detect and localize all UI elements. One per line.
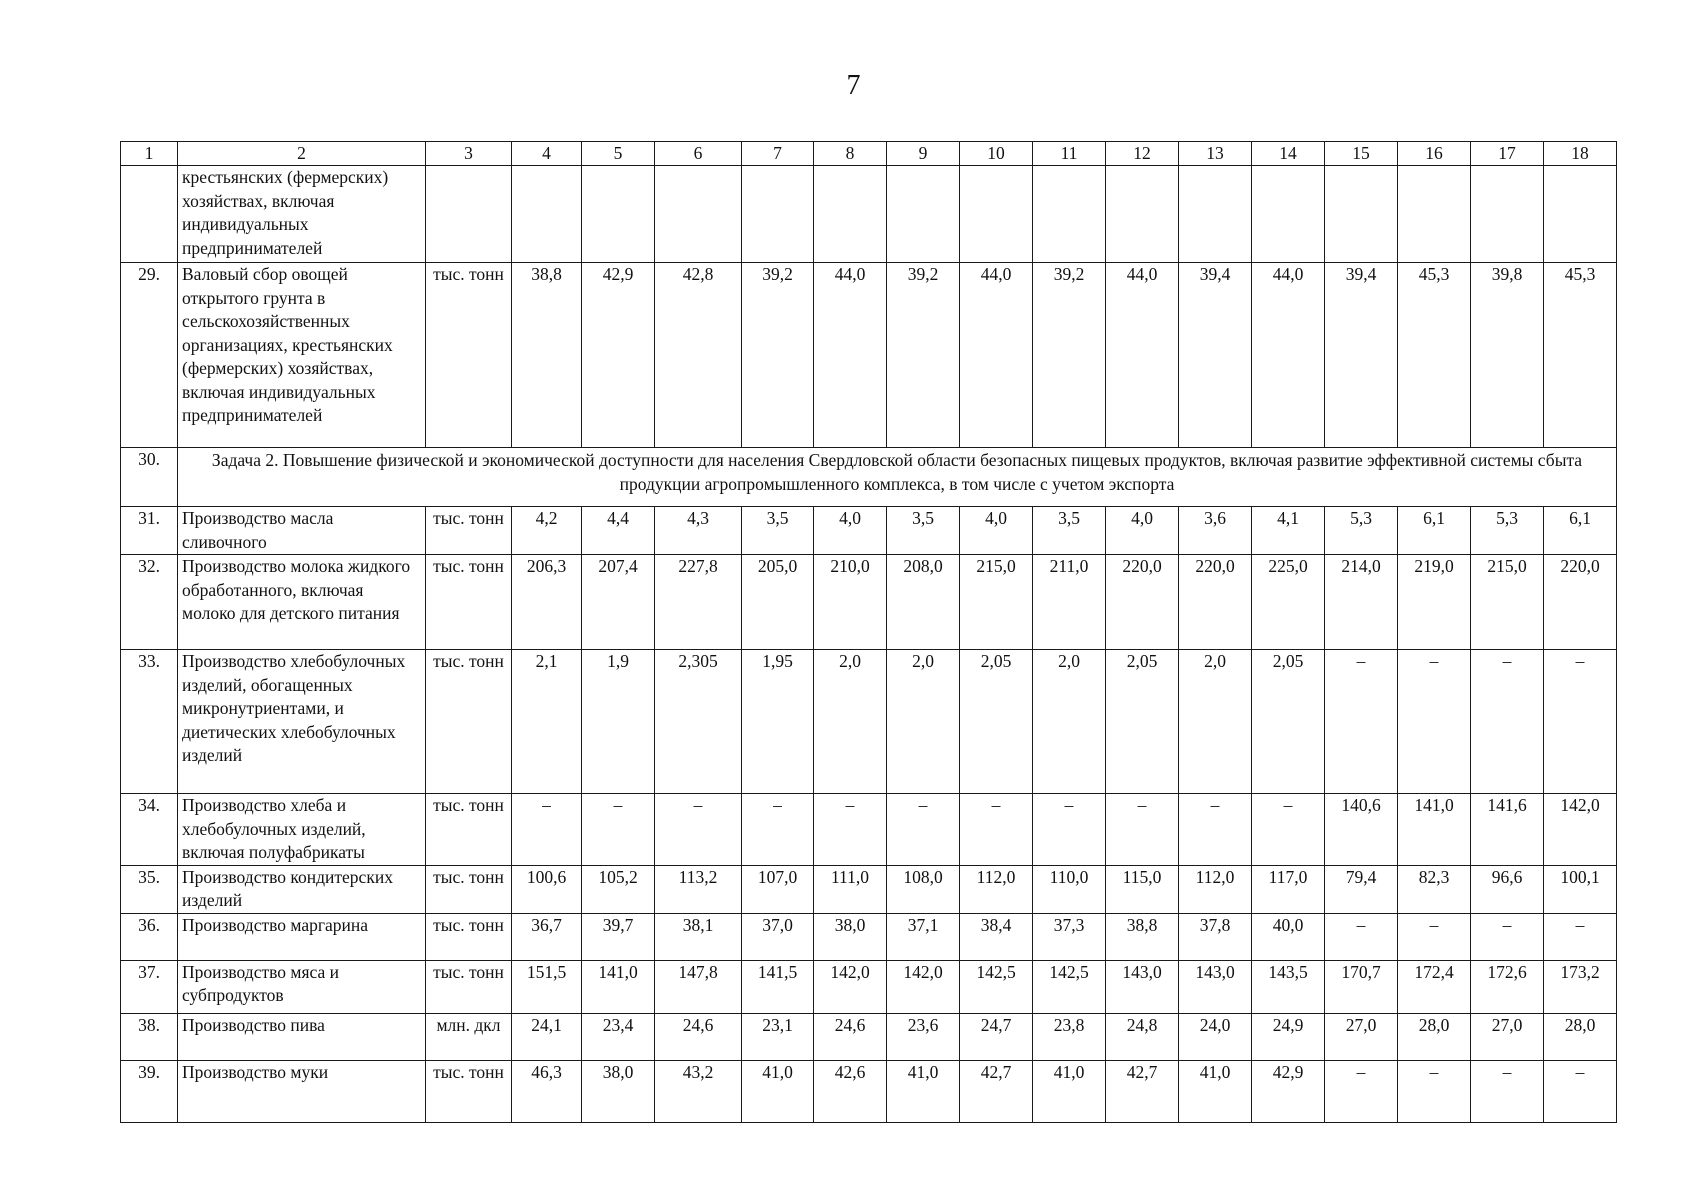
value-cell: 42,9 [1252,1060,1325,1122]
value-cell: 40,0 [1252,913,1325,960]
value-cell [1325,166,1398,263]
value-cell: 38,0 [814,913,887,960]
value-cell: – [1471,913,1544,960]
value-cell: 27,0 [1471,1013,1544,1060]
value-cell: 205,0 [742,555,814,650]
value-cell [1252,166,1325,263]
value-cell: 96,6 [1471,865,1544,913]
value-cell: 4,0 [814,507,887,555]
column-number-header: 2 [178,142,426,166]
value-cell: – [1398,913,1471,960]
value-cell: 113,2 [655,865,742,913]
value-cell: 141,0 [582,960,655,1013]
value-cell [814,166,887,263]
unit-cell: тыс. тонн [426,865,512,913]
value-cell: 227,8 [655,555,742,650]
value-cell: 43,2 [655,1060,742,1122]
value-cell: 111,0 [814,865,887,913]
value-cell: 220,0 [1106,555,1179,650]
value-cell: 36,7 [512,913,582,960]
value-cell: 112,0 [960,865,1033,913]
value-cell: 206,3 [512,555,582,650]
value-cell: 112,0 [1179,865,1252,913]
value-cell: 39,2 [1033,263,1106,448]
unit-cell: тыс. тонн [426,794,512,866]
value-cell: 23,4 [582,1013,655,1060]
value-cell: – [1033,794,1106,866]
value-cell: 2,05 [1106,650,1179,794]
value-cell: 41,0 [887,1060,960,1122]
value-cell: – [1398,1060,1471,1122]
column-number-header: 17 [1471,142,1544,166]
table-row [121,960,1617,1013]
value-cell: 2,0 [814,650,887,794]
unit-cell: млн. дкл [426,1013,512,1060]
value-cell: 5,3 [1471,507,1544,555]
value-cell: – [1544,1060,1617,1122]
value-cell: – [655,794,742,866]
value-cell: 45,3 [1544,263,1617,448]
indicator-name: Производство маргарина [178,913,426,960]
value-cell: 115,0 [1106,865,1179,913]
value-cell: 23,1 [742,1013,814,1060]
value-cell: 23,8 [1033,1013,1106,1060]
column-number-header: 8 [814,142,887,166]
value-cell: 24,0 [1179,1013,1252,1060]
value-cell: 100,6 [512,865,582,913]
value-cell: 2,05 [1252,650,1325,794]
value-cell: – [1106,794,1179,866]
row-number [121,166,178,263]
indicator-name: Производство пива [178,1013,426,1060]
unit-cell: тыс. тонн [426,507,512,555]
value-cell: 100,1 [1544,865,1617,913]
column-number-header: 13 [1179,142,1252,166]
column-number-header: 11 [1033,142,1106,166]
column-number-header: 16 [1398,142,1471,166]
value-cell [742,166,814,263]
value-cell: 44,0 [1252,263,1325,448]
value-cell: 24,1 [512,1013,582,1060]
value-cell: 45,3 [1398,263,1471,448]
column-number-header: 6 [655,142,742,166]
value-cell: 173,2 [1544,960,1617,1013]
value-cell [1033,166,1106,263]
value-cell [1544,166,1617,263]
value-cell: 4,3 [655,507,742,555]
value-cell: 42,7 [1106,1060,1179,1122]
value-cell: 23,6 [887,1013,960,1060]
value-cell: 37,0 [742,913,814,960]
indicator-name: крестьянских (фермерских) хозяйствах, включая индивидуальных предпринимателей [178,166,426,263]
value-cell: 6,1 [1398,507,1471,555]
row-number: 38. [121,1013,178,1060]
value-cell: 2,305 [655,650,742,794]
value-cell: 142,0 [814,960,887,1013]
table-row [121,555,1617,650]
value-cell: 215,0 [960,555,1033,650]
value-cell: 37,3 [1033,913,1106,960]
value-cell: 82,3 [1398,865,1471,913]
indicator-name: Производство хлебобулочных изделий, обогащенных микронутриентами, и диетических хлебобулочных изделий [178,650,426,794]
value-cell [887,166,960,263]
value-cell: – [1544,650,1617,794]
value-cell: 208,0 [887,555,960,650]
unit-cell: тыс. тонн [426,1060,512,1122]
value-cell: 143,0 [1179,960,1252,1013]
value-cell: 2,1 [512,650,582,794]
value-cell: 28,0 [1544,1013,1617,1060]
unit-cell: тыс. тонн [426,960,512,1013]
task-row [121,448,1617,507]
indicators-table [120,141,1617,1123]
value-cell: 42,6 [814,1060,887,1122]
value-cell: 5,3 [1325,507,1398,555]
value-cell: 38,1 [655,913,742,960]
column-number-header: 15 [1325,142,1398,166]
value-cell [512,166,582,263]
row-number: 33. [121,650,178,794]
value-cell: 4,4 [582,507,655,555]
row-number: 39. [121,1060,178,1122]
value-cell: 38,8 [1106,913,1179,960]
value-cell [960,166,1033,263]
value-cell: 24,7 [960,1013,1033,1060]
indicator-name: Производство кондитерских изделий [178,865,426,913]
value-cell: 44,0 [1106,263,1179,448]
value-cell [655,166,742,263]
table-row [121,650,1617,794]
value-cell: 170,7 [1325,960,1398,1013]
unit-cell: тыс. тонн [426,263,512,448]
value-cell: – [1471,1060,1544,1122]
value-cell: 142,5 [960,960,1033,1013]
value-cell: 214,0 [1325,555,1398,650]
value-cell: 143,5 [1252,960,1325,1013]
value-cell: 38,8 [512,263,582,448]
value-cell: 141,0 [1398,794,1471,866]
value-cell: – [1325,1060,1398,1122]
row-number: 36. [121,913,178,960]
value-cell: 105,2 [582,865,655,913]
table-row [121,865,1617,913]
column-number-header: 4 [512,142,582,166]
value-cell: 38,0 [582,1060,655,1122]
value-cell [582,166,655,263]
indicator-name: Производство мяса и субпродуктов [178,960,426,1013]
value-cell: – [1544,913,1617,960]
value-cell [1398,166,1471,263]
value-cell: – [1325,650,1398,794]
value-cell: 151,5 [512,960,582,1013]
value-cell: 110,0 [1033,865,1106,913]
value-cell: 41,0 [1033,1060,1106,1122]
value-cell: – [1325,913,1398,960]
column-number-header: 5 [582,142,655,166]
value-cell: 207,4 [582,555,655,650]
table-row [121,263,1617,448]
value-cell: 39,7 [582,913,655,960]
value-cell: – [742,794,814,866]
value-cell: 41,0 [742,1060,814,1122]
value-cell: 143,0 [1106,960,1179,1013]
row-number: 34. [121,794,178,866]
unit-cell [426,166,512,263]
page-number: 7 [846,70,861,101]
value-cell: 225,0 [1252,555,1325,650]
value-cell: 39,2 [887,263,960,448]
column-number-header: 10 [960,142,1033,166]
unit-cell: тыс. тонн [426,650,512,794]
value-cell: 42,9 [582,263,655,448]
value-cell: 220,0 [1179,555,1252,650]
value-cell: 108,0 [887,865,960,913]
value-cell: – [512,794,582,866]
value-cell: 141,6 [1471,794,1544,866]
value-cell: 4,1 [1252,507,1325,555]
value-cell: 117,0 [1252,865,1325,913]
value-cell: – [1398,650,1471,794]
row-number: 31. [121,507,178,555]
unit-cell: тыс. тонн [426,555,512,650]
value-cell: 1,95 [742,650,814,794]
row-number: 35. [121,865,178,913]
value-cell: 2,0 [1179,650,1252,794]
value-cell: 42,8 [655,263,742,448]
value-cell: 142,0 [1544,794,1617,866]
value-cell: 24,8 [1106,1013,1179,1060]
table-row [121,507,1617,555]
value-cell: 46,3 [512,1060,582,1122]
value-cell: – [1471,650,1544,794]
table-row [121,794,1617,866]
value-cell: 3,5 [1033,507,1106,555]
value-cell: 44,0 [960,263,1033,448]
unit-cell: тыс. тонн [426,913,512,960]
value-cell: 141,5 [742,960,814,1013]
value-cell: 172,6 [1471,960,1544,1013]
value-cell: 107,0 [742,865,814,913]
value-cell: 147,8 [655,960,742,1013]
row-number: 29. [121,263,178,448]
table-row [121,1060,1617,1122]
value-cell: 27,0 [1325,1013,1398,1060]
value-cell: 39,4 [1325,263,1398,448]
value-cell [1471,166,1544,263]
value-cell: 140,6 [1325,794,1398,866]
row-number: 37. [121,960,178,1013]
value-cell: 39,4 [1179,263,1252,448]
value-cell: 4,2 [512,507,582,555]
value-cell: 2,05 [960,650,1033,794]
column-number-header: 1 [121,142,178,166]
value-cell: 28,0 [1398,1013,1471,1060]
value-cell: 38,4 [960,913,1033,960]
value-cell: 79,4 [1325,865,1398,913]
table-row [121,913,1617,960]
value-cell: 211,0 [1033,555,1106,650]
value-cell: 44,0 [814,263,887,448]
indicator-name: Производство масла сливочного [178,507,426,555]
value-cell: 6,1 [1544,507,1617,555]
value-cell: 3,6 [1179,507,1252,555]
row-number: 32. [121,555,178,650]
column-number-header: 18 [1544,142,1617,166]
value-cell: – [960,794,1033,866]
indicator-name: Производство муки [178,1060,426,1122]
value-cell: – [814,794,887,866]
value-cell [1179,166,1252,263]
indicator-name: Производство хлеба и хлебобулочных изделий, включая полуфабрикаты [178,794,426,866]
value-cell: 2,0 [1033,650,1106,794]
task-title: Задача 2. Повышение физической и экономической доступности для населения Свердловской области безопасных пищевых продуктов, включая развитие эффективной системы сбыта продукции агропромышленного комплекса, в том числе с учетом экспорта [178,448,1617,507]
value-cell: 24,6 [814,1013,887,1060]
value-cell: 39,8 [1471,263,1544,448]
indicator-name: Производство молока жидкого обработанного, включая молоко для детского питания [178,555,426,650]
value-cell: 37,1 [887,913,960,960]
value-cell: 3,5 [742,507,814,555]
value-cell: 37,8 [1179,913,1252,960]
table-row [121,1013,1617,1060]
column-number-header: 7 [742,142,814,166]
value-cell: 24,6 [655,1013,742,1060]
indicator-name: Валовый сбор овощей открытого грунта в сельскохозяйственных организациях, крестьянских (фермерских) хозяйствах, включая индивидуальных предпринимателей [178,263,426,448]
value-cell: 3,5 [887,507,960,555]
value-cell: 41,0 [1179,1060,1252,1122]
value-cell: 4,0 [960,507,1033,555]
value-cell: 142,0 [887,960,960,1013]
value-cell: 1,9 [582,650,655,794]
table-row [121,166,1617,263]
value-cell: 215,0 [1471,555,1544,650]
column-number-header: 14 [1252,142,1325,166]
value-cell: – [1179,794,1252,866]
column-number-header: 3 [426,142,512,166]
value-cell: – [1252,794,1325,866]
value-cell [1106,166,1179,263]
value-cell: 39,2 [742,263,814,448]
value-cell: 219,0 [1398,555,1471,650]
value-cell: 220,0 [1544,555,1617,650]
column-number-header: 12 [1106,142,1179,166]
value-cell: 4,0 [1106,507,1179,555]
row-number: 30. [121,448,178,507]
value-cell: 24,9 [1252,1013,1325,1060]
value-cell: – [582,794,655,866]
value-cell: – [887,794,960,866]
value-cell: 172,4 [1398,960,1471,1013]
value-cell: 2,0 [887,650,960,794]
value-cell: 42,7 [960,1060,1033,1122]
column-number-header: 9 [887,142,960,166]
value-cell: 142,5 [1033,960,1106,1013]
value-cell: 210,0 [814,555,887,650]
header-row [121,142,1617,166]
